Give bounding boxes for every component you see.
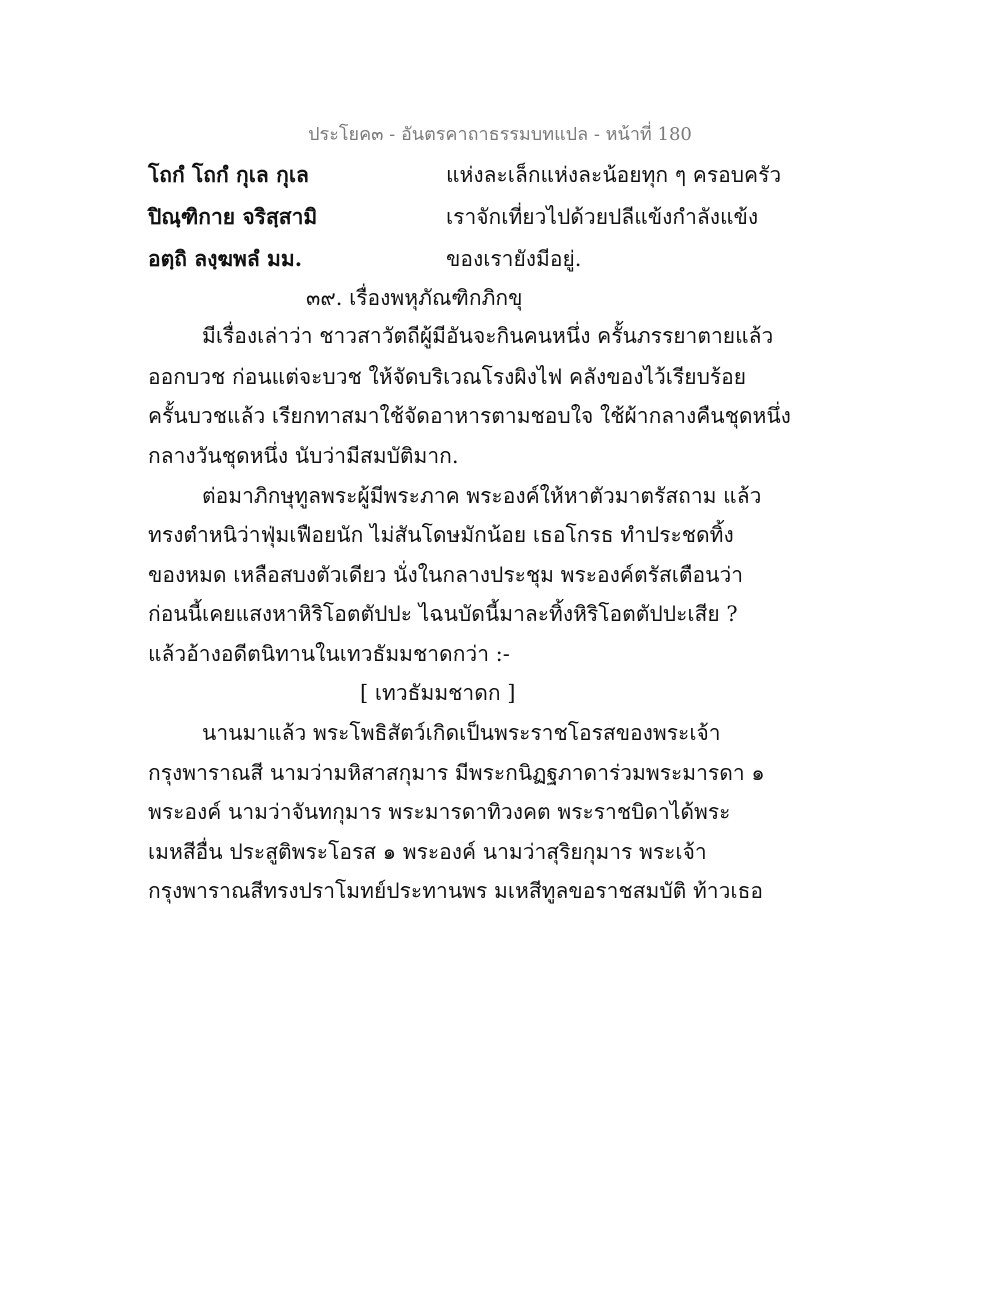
jataka-title: [ เทวธัมมชาดก ] — [360, 681, 516, 705]
pali-line: โถกํ โถกํ กุเล กุเล — [148, 162, 309, 187]
verse-row — [148, 200, 868, 242]
paragraph-line: กรุงพาราณสีทรงปราโมทย์ประทานพร มเหสีทูลขอราชสมบัติ ท้าวเธอ — [148, 879, 763, 903]
paragraph-line: ออกบวช ก่อนแต่จะบวช ให้จัดบริเวณโรงผิงไฟ คลังของไว้เรียบร้อย — [148, 365, 747, 389]
paragraph-line: ต่อมาภิกษุทูลพระผู้มีพระภาค พระองค์ให้หาตัวมาตรัสถาม แล้ว — [202, 484, 762, 508]
verse-row — [148, 242, 868, 284]
paragraph-line: ทรงตำหนิว่าฟุ่มเฟือยนัก ไม่สันโดษมักน้อย เธอโกรธ ทำประชดทิ้ง — [148, 523, 734, 547]
paragraph-line: กลางวันชุดหนึ่ง นับว่ามีสมบัติมาก. — [148, 444, 459, 468]
pali-line: อตฺถิ ลงฺฆพลํ มม. — [148, 246, 303, 271]
paragraph-line: กรุงพาราณสี นามว่ามหิสาสกุมาร มีพระกนิฏฐภาดาร่วมพระมารดา ๑ — [148, 761, 765, 785]
verse-row — [148, 158, 868, 200]
thai-translation-line: ของเรายังมีอยู่. — [446, 247, 582, 271]
pali-line: ปิณฺฑิกาย จริสฺสามิ — [148, 204, 318, 229]
thai-translation-line: เราจักเที่ยวไปด้วยปลีแข้งกำลังแข้ง — [446, 205, 759, 229]
verse-block — [148, 158, 868, 284]
paragraph-line: ก่อนนี้เคยแสงหาหิริโอตตัปปะ ไฉนบัดนี้มาละทิ้งหิริโอตตัปปะเสีย ? — [148, 602, 738, 626]
paragraph-line: นานมาแล้ว พระโพธิสัตว์เกิดเป็นพระราชโอรสของพระเจ้า — [202, 721, 721, 745]
paragraph-line: เมหสีอื่น ประสูติพระโอรส ๑ พระองค์ นามว่าสุริยกุมาร พระเจ้า — [148, 840, 707, 864]
paragraph-line: แล้วอ้างอดีตนิทานในเทวธัมมชาดกว่า :- — [148, 642, 510, 666]
paragraph-line: ของหมด เหลือสบงตัวเดียว นั่งในกลางประชุม พระองค์ตรัสเตือนว่า — [148, 563, 744, 587]
paragraph-line: ครั้นบวชแล้ว เรียกทาสมาใช้จัดอาหารตามชอบใจ ใช้ผ้ากลางคืนชุดหนึ่ง — [148, 404, 791, 428]
page-header: ประโยค๓ - อันตรคาถาธรรมบทแปล - หน้าที่ 180 — [308, 124, 692, 145]
paragraph-line: มีเรื่องเล่าว่า ชาวสาวัตถีผู้มีอันจะกินคนหนึ่ง ครั้นภรรยาตายแล้ว — [202, 324, 774, 348]
thai-translation-line: แห่งละเล็กแห่งละน้อยทุก ๆ ครอบครัว — [446, 163, 782, 187]
paragraph-line: พระองค์ นามว่าจันทกุมาร พระมารดาทิวงคต พระราชบิดาได้พระ — [148, 800, 731, 824]
story-title: ๓๙. เรื่องพหุภัณฑิกภิกขุ — [306, 286, 523, 310]
